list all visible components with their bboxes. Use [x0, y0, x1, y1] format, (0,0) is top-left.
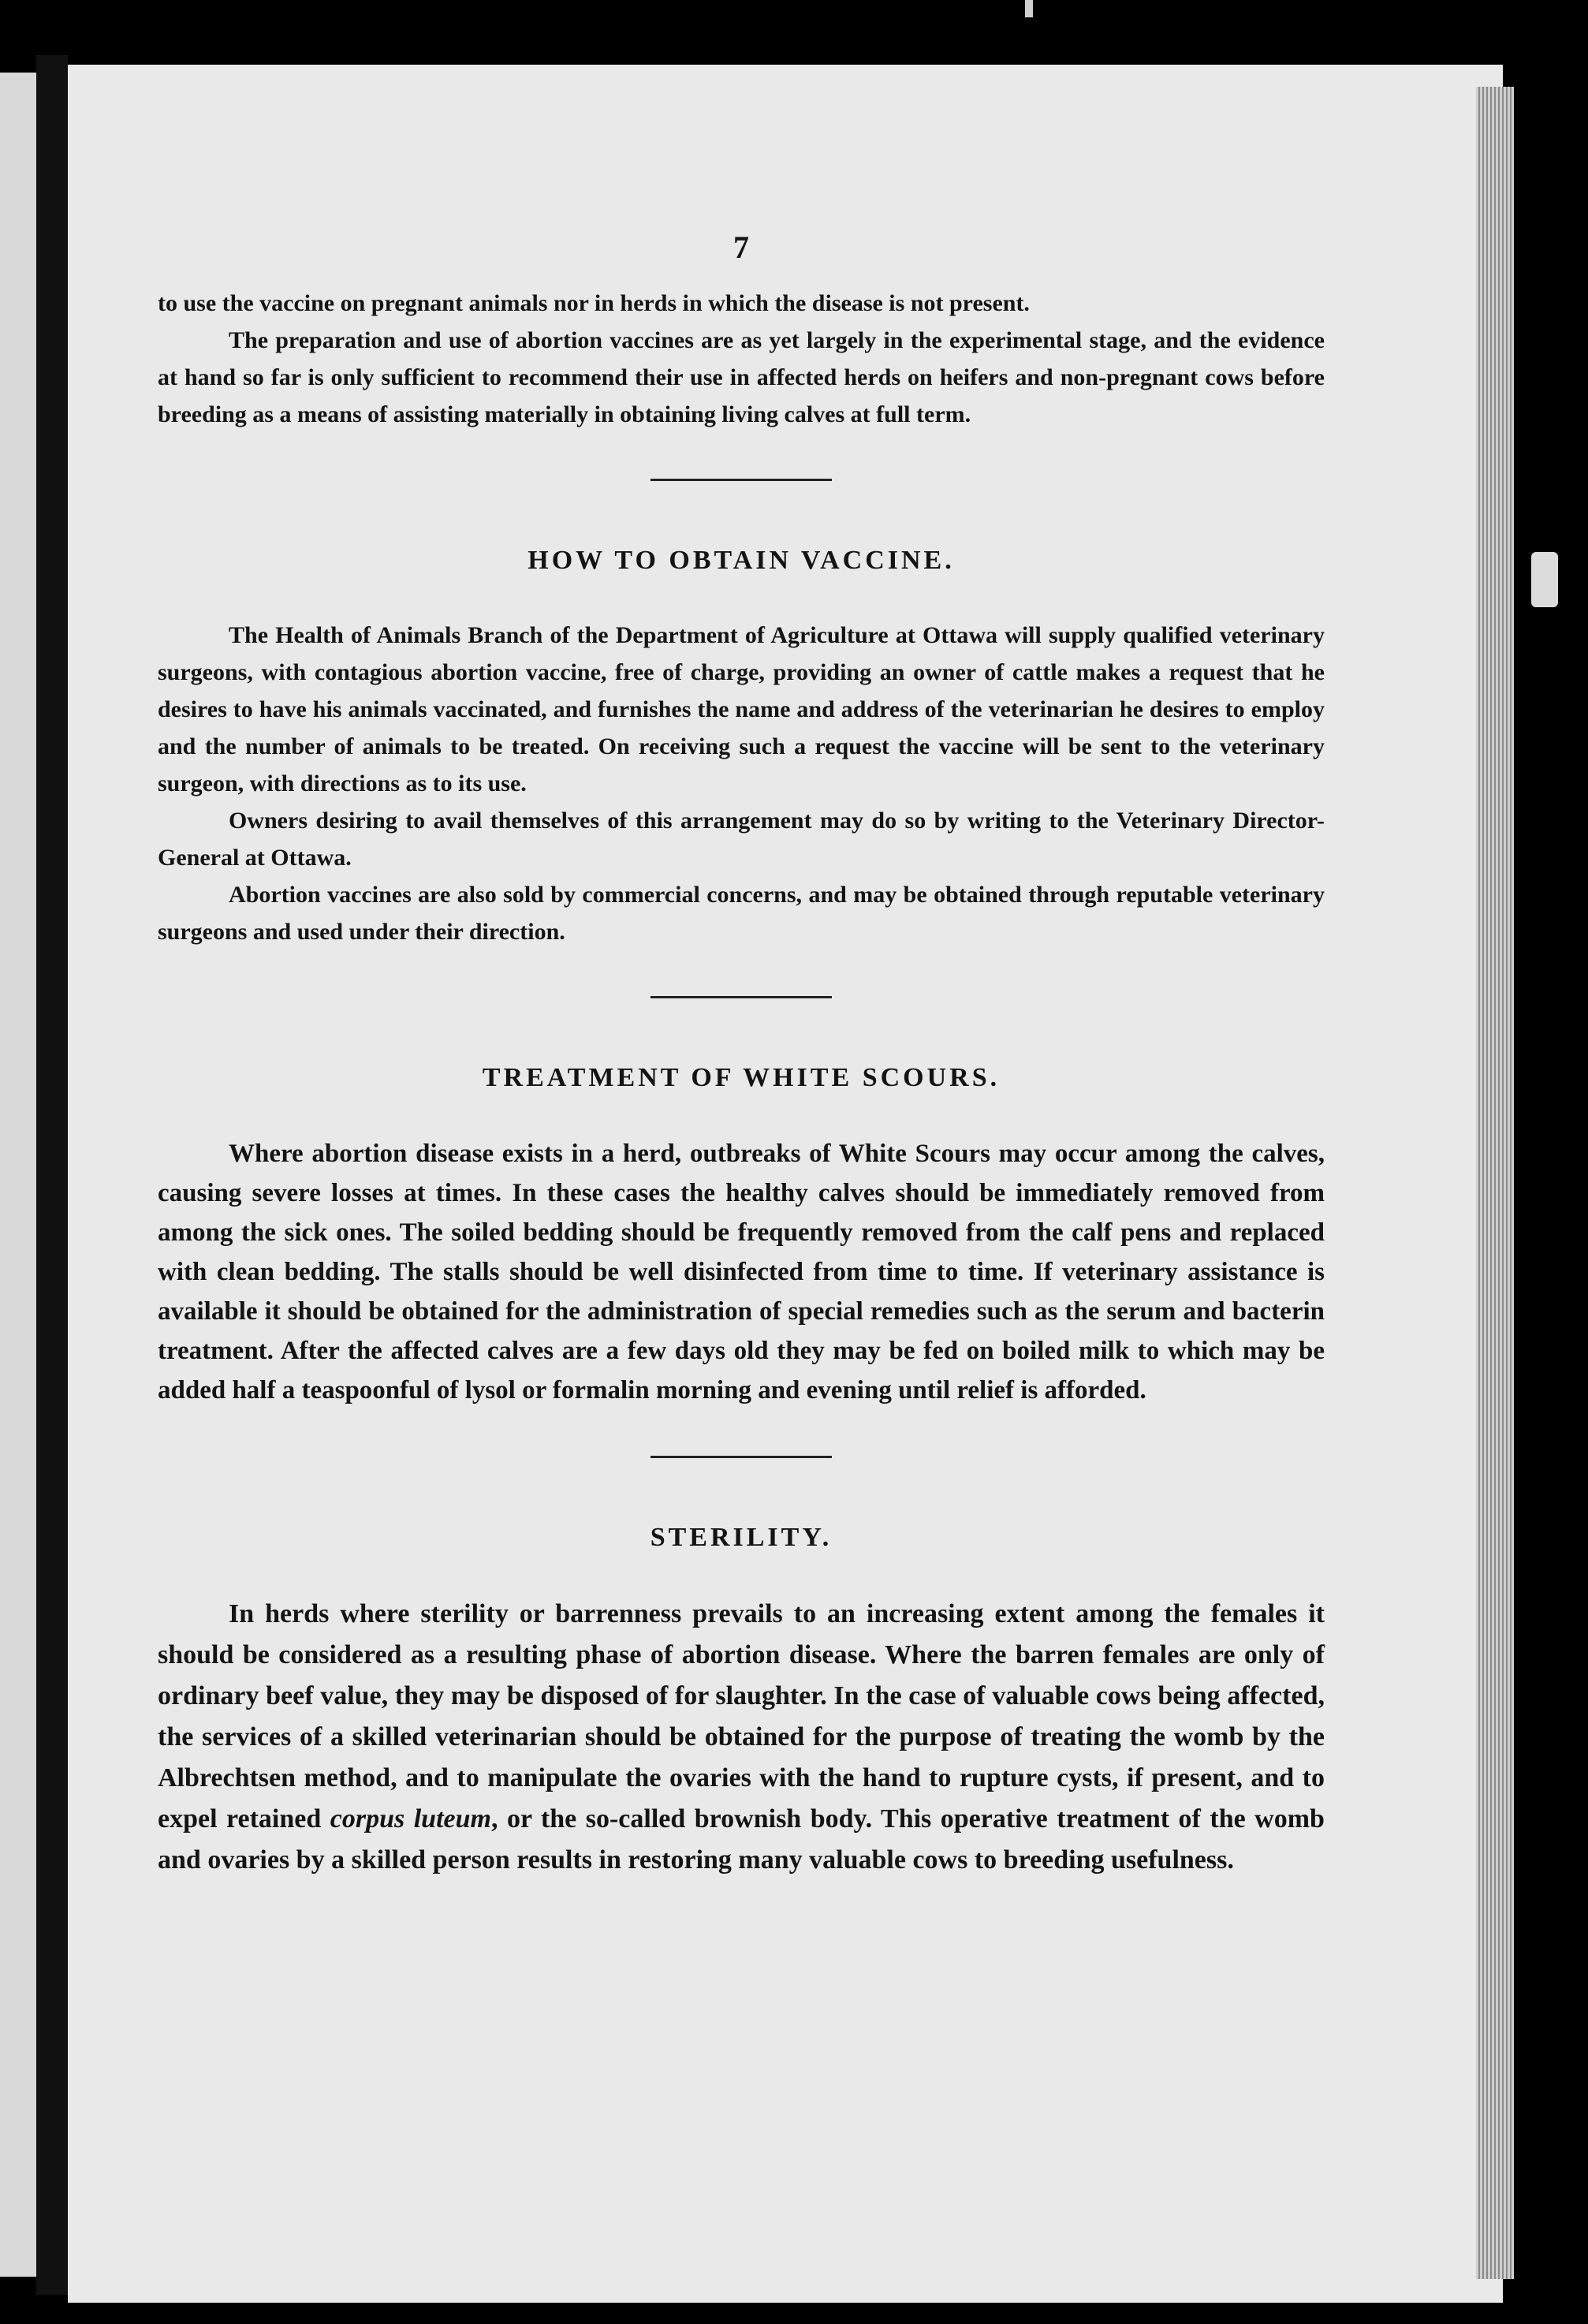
vaccine-paragraph-2: Owners desiring to avail themselves of this arrangement may do so by writing to the Veterinary Director-General at Ottawa.: [158, 808, 1325, 871]
section-heading-vaccine: HOW TO OBTAIN VACCINE.: [527, 546, 955, 575]
scan-artifact: [1025, 0, 1033, 17]
vaccine-paragraph-3: Abortion vaccines are also sold by commercial concerns, and may be obtained through reputable veterinary surgeons and used under their direction.: [158, 882, 1325, 945]
section-divider: [650, 479, 832, 481]
adjacent-page-edge: [0, 73, 36, 2277]
scan-artifact-tab: [1531, 552, 1558, 607]
vaccine-paragraph-1: The Health of Animals Branch of the Department of Agriculture at Ottawa will supply qualified veterinary surgeons, with contagious abortion vaccine, free of charge, providing an owner of cattle makes a request that he desires to have his animals vaccinated, and furnishes the name and address of the veterinarian he desires to employ and the number of animals to be treated. On receiving such a request the vaccine will be sent to the veterinary surgeon, with directions as to its use.: [158, 622, 1325, 796]
intro-paragraph-2: The preparation and use of abortion vaccines are as yet largely in the experimental stage, and the evidence at hand so far is only sufficient to recommend their use in affected herds on heifers and non-pregnant cows before breeding as a means of assisting materially in obtaining living calves at full term.: [158, 327, 1325, 427]
page-number: 7: [733, 229, 749, 265]
sterility-paragraph: [158, 1594, 1325, 1881]
scours-paragraph: Where abortion disease exists in a herd, outbreaks of White Scours may occur among the calves, causing severe losses at times. In these cases the healthy calves should be immediately removed from among the sick ones. The soiled bedding should be frequently removed from the calf pens and replaced with clean bedding. The stalls should be well disinfected from time to time. If veterinary assistance is available it should be obtained for the administration of special remedies such as the serum and bacterin treatment. After the affected calves are a few days old they may be fed on boiled milk to which may be added half a teaspoonful of lysol or formalin morning and evening until relief is afforded.: [158, 1140, 1325, 1404]
section-divider: [650, 996, 832, 998]
section-divider: [650, 1456, 832, 1458]
page-stack-edges: [1476, 87, 1514, 2279]
vaccine-section: [158, 546, 1325, 950]
page-content: [158, 229, 1325, 1881]
corpus-luteum-term: corpus luteum: [330, 1804, 491, 1833]
sterility-text-part-1: In herds where sterility or barrenness prevails to an increasing extent among the females it should be considered as a resulting phase of abortion disease. Where the barren females are only of ordinary beef value, they may be disposed of for slaughter. In the case of valuable cows being affected, the services of a skilled veterinarian should be obtained for the purpose of treating the womb by the Albrechtsen method, and to manipulate the ovaries with the hand to rupture cysts, if present, and to expel retained: [158, 1599, 1325, 1833]
scours-section: [158, 1063, 1325, 1410]
sterility-section: [158, 1523, 1325, 1881]
sterility-text-part-2: , or the so-called brownish body. This operative treatment of the womb and ovaries by a skilled person results in restoring many valuable cows to breeding usefulness.: [158, 1804, 1325, 1874]
intro-section: [158, 285, 1325, 433]
section-heading-sterility: STERILITY.: [650, 1523, 833, 1552]
section-heading-white-scours: TREATMENT OF WHITE SCOURS.: [482, 1063, 1001, 1092]
book-gutter: [36, 55, 68, 2295]
intro-paragraph-1: to use the vaccine on pregnant animals nor in herds in which the disease is not present.: [158, 290, 1030, 316]
